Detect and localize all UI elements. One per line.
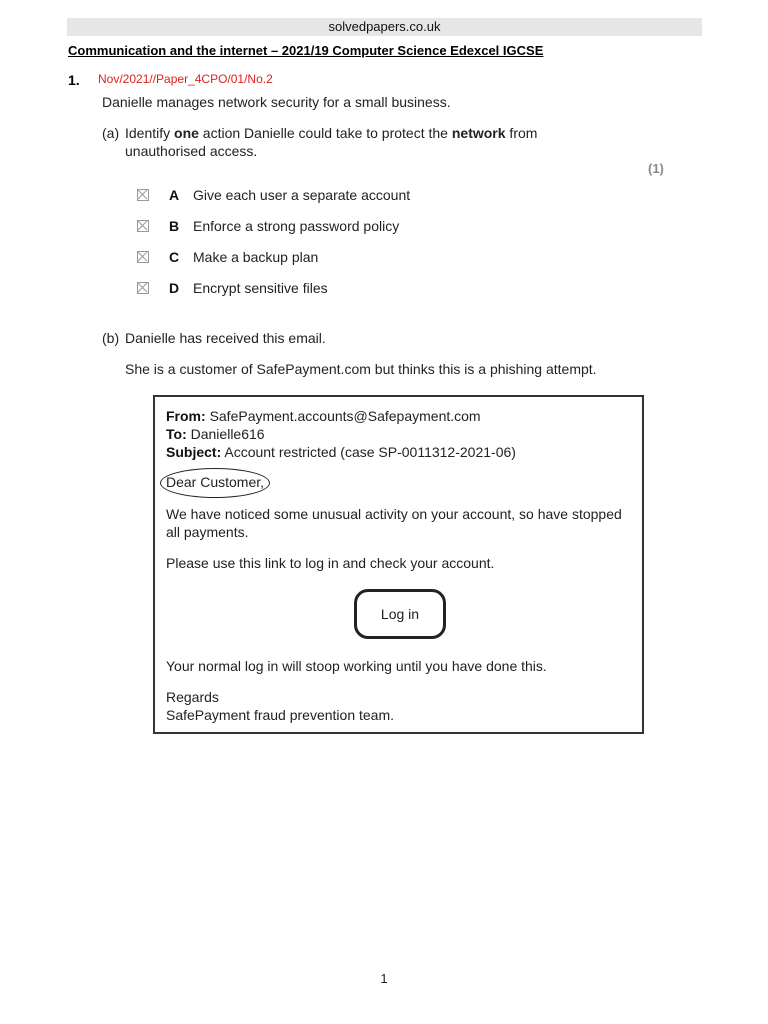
email-signoff: Regards <box>166 689 219 705</box>
document-title: Communication and the internet – 2021/19 Computer Science Edexcel IGCSE <box>68 43 544 58</box>
option-text: Make a backup plan <box>193 249 319 265</box>
option-d[interactable] <box>137 279 328 297</box>
email-body-line2: all payments. <box>166 524 249 540</box>
part-b-label: (b) <box>102 330 120 346</box>
question-intro: Danielle manages network security for a small business. <box>102 94 451 110</box>
option-text: Enforce a strong password policy <box>193 218 400 234</box>
option-text: Give each user a separate account <box>193 187 411 203</box>
checkbox-icon[interactable] <box>137 220 149 232</box>
email-from: From: SafePayment.accounts@Safepayment.com <box>166 408 481 424</box>
email-body-link-text: Please use this link to log in and check your account. <box>166 555 495 571</box>
email-box <box>153 395 644 734</box>
option-letter: C <box>169 249 180 265</box>
part-b-line1: Danielle has received this email. <box>125 330 326 346</box>
option-letter: A <box>169 187 180 203</box>
option-text: Encrypt sensitive files <box>193 280 328 296</box>
site-header-bar <box>67 18 702 36</box>
option-a[interactable] <box>137 186 410 204</box>
part-a-question-line2: unauthorised access. <box>125 143 258 159</box>
option-b[interactable] <box>137 217 399 235</box>
option-c[interactable] <box>137 248 318 266</box>
marks-label: (1) <box>648 161 664 176</box>
part-a-label: (a) <box>102 125 120 141</box>
email-warning: Your normal log in will stoop working until you have done this. <box>166 658 547 674</box>
site-name: solvedpapers.co.uk <box>328 19 441 34</box>
login-button[interactable]: Log in <box>354 589 446 639</box>
email-body-line1: We have noticed some unusual activity on your account, so have stopped <box>166 506 622 522</box>
checkbox-icon[interactable] <box>137 189 149 201</box>
checkbox-icon[interactable] <box>137 251 149 263</box>
email-sender-team: SafePayment fraud prevention team. <box>166 707 395 723</box>
email-subject: Subject: Account restricted (case SP-0011312-2021-06) <box>166 444 516 460</box>
option-letter: D <box>169 280 180 296</box>
question-reference: Nov/2021//Paper_4CPO/01/No.2 <box>98 72 273 86</box>
email-greeting-circled: Dear Customer, <box>160 468 270 498</box>
part-b-line2: She is a customer of SafePayment.com but thinks this is a phishing attempt. <box>125 361 597 377</box>
email-to: To: Danielle616 <box>166 426 265 442</box>
option-letter: B <box>169 218 180 234</box>
part-a-question-line1: Identify one action Danielle could take to protect the network from <box>125 125 538 141</box>
page-number: 1 <box>380 971 388 986</box>
question-number: 1. <box>68 72 80 88</box>
checkbox-icon[interactable] <box>137 282 149 294</box>
